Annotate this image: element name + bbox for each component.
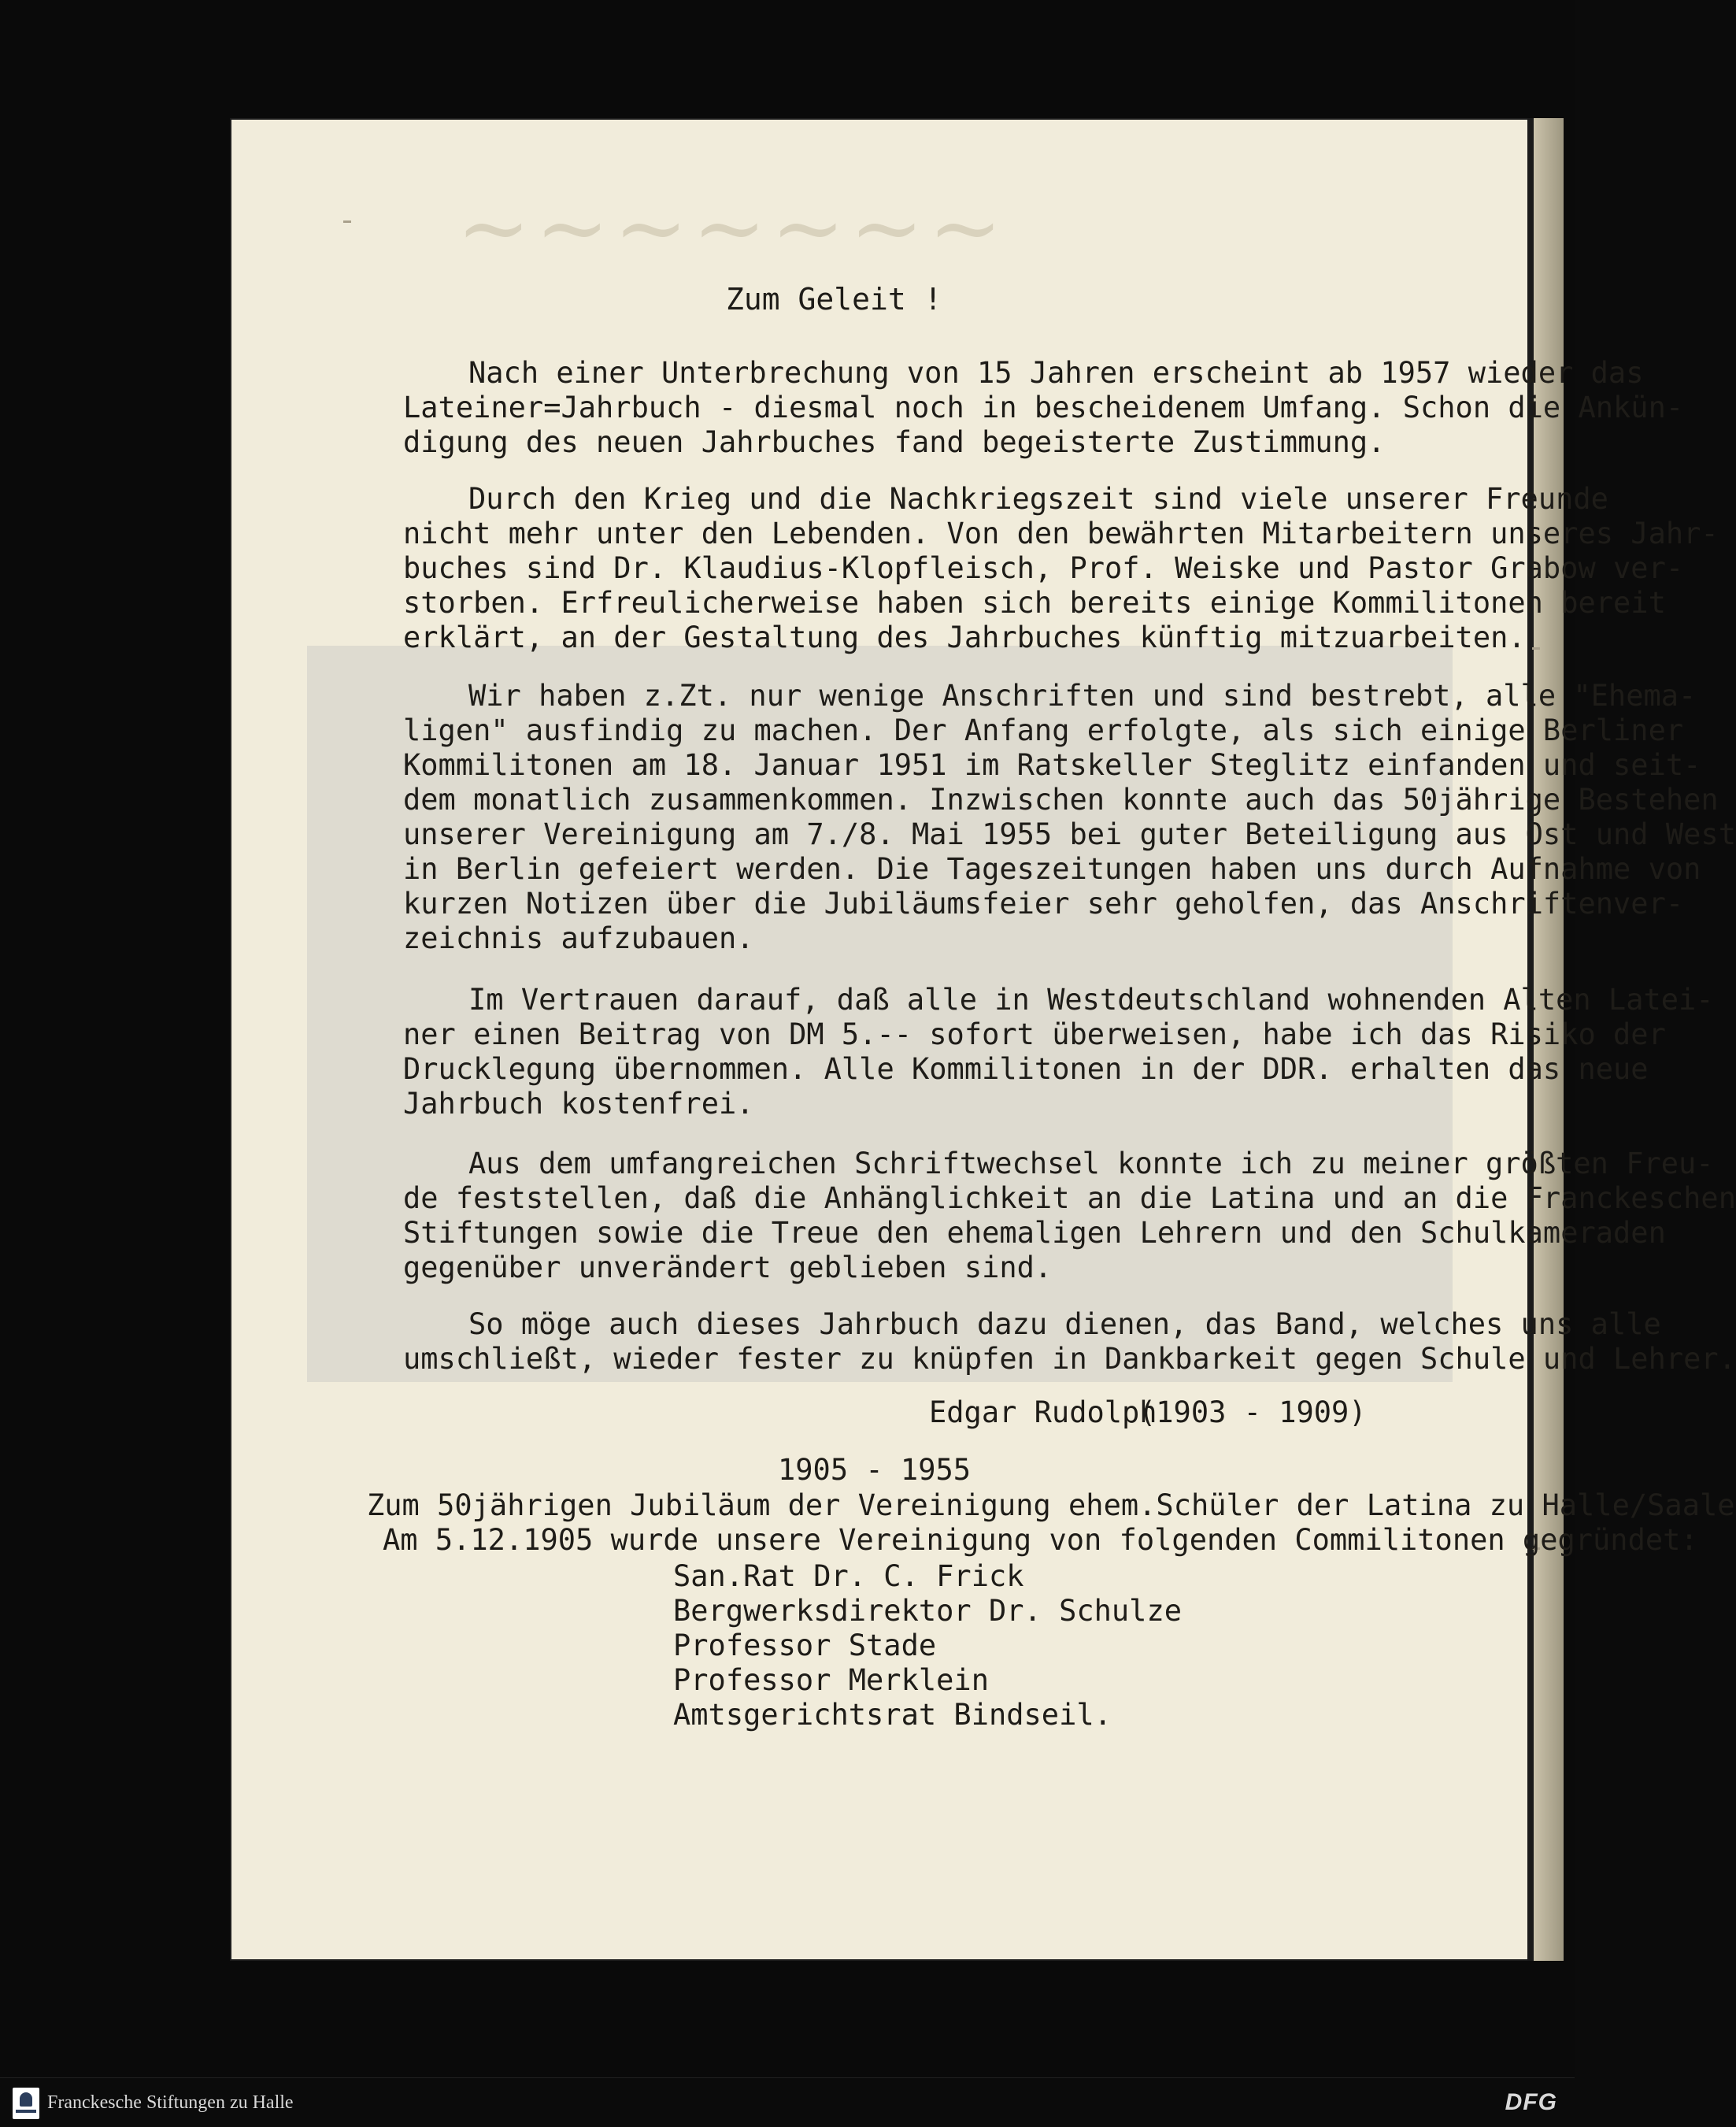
founder-item: San.Rat Dr. C. Frick [673, 1559, 1024, 1593]
text-line: Wir haben z.Zt. nur wenige Anschriften und sind bestrebt, alle "Ehema- [468, 679, 1697, 713]
text-line: gegenüber unverändert geblieben sind. [403, 1251, 1053, 1284]
text-line: kurzen Notizen über die Jubiläumsfeier sehr geholfen, das Anschriftenver- [403, 887, 1684, 921]
text-line: Drucklegung übernommen. Alle Kommilitonen in der DDR. erhalten das neue [403, 1052, 1649, 1086]
text-line: Durch den Krieg und die Nachkriegszeit sind viele unserer Freunde [468, 482, 1608, 516]
text-line: de feststellen, daß die Anhänglichkeit an die Latina und an die Franckeschen [403, 1181, 1736, 1215]
show-through-handwriting: ~~~~~~~ [457, 177, 1007, 280]
anniversary-years: 1905 - 1955 [778, 1453, 972, 1487]
text-line: umschließt, wieder fester zu knüpfen in Dankbarkeit gegen Schule und Lehrer. [403, 1342, 1736, 1376]
founder-item: Professor Merklein [673, 1663, 989, 1697]
text-line: Jahrbuch kostenfrei. [403, 1087, 754, 1121]
founder-item: Professor Stade [673, 1629, 937, 1662]
founder-item: Bergwerksdirektor Dr. Schulze [673, 1594, 1183, 1628]
text-line: Im Vertrauen darauf, daß alle in Westdeutschland wohnenden Alten Latei- [468, 983, 1714, 1017]
text-line: Nach einer Unterbrechung von 15 Jahren erscheint ab 1957 wieder das [468, 356, 1644, 390]
text-line: Stiftungen sowie die Treue den ehemaligen Lehrern und den Schulkameraden [403, 1216, 1666, 1250]
signature-name: Edgar Rudolph [929, 1395, 1157, 1429]
text-line: digung des neuen Jahrbuches fand begeisterte Zustimmung. [403, 425, 1386, 459]
anniversary-line: Am 5.12.1905 wurde unsere Vereinigung von folgenden Commilitonen gegründet: [383, 1523, 1698, 1557]
text-line: zeichnis aufzubauen. [403, 921, 754, 955]
text-line: storben. Erfreulicherweise haben sich bereits einige Kommilitonen bereit [403, 586, 1666, 620]
text-line: ligen" ausfindig zu machen. Der Anfang erfolgte, als sich einige Berliner [403, 713, 1684, 747]
document-title: Zum Geleit ! [726, 282, 942, 317]
dfg-logo: DFG [1505, 2089, 1557, 2115]
institution-label: Franckesche Stiftungen zu Halle [47, 2092, 294, 2113]
viewer-footer [0, 2077, 1575, 2127]
institution-logo-icon [13, 2088, 39, 2119]
founder-item: Amtsgerichtsrat Bindseil. [673, 1698, 1112, 1732]
text-line: dem monatlich zusammenkommen. Inzwischen konnte auch das 50jährige Bestehen [403, 783, 1719, 817]
text-line: nicht mehr unter den Lebenden. Von den bewährten Mitarbeitern unseres Jahr- [403, 517, 1719, 550]
text-line: Lateiner=Jahrbuch - diesmal noch in bescheidenem Umfang. Schon die Ankün- [403, 391, 1684, 424]
text-line: buches sind Dr. Klaudius-Klopfleisch, Prof. Weiske und Pastor Grabow ver- [403, 551, 1684, 585]
signature-years: (1903 - 1909) [1138, 1395, 1367, 1429]
text-line: in Berlin gefeiert werden. Die Tageszeitungen haben uns durch Aufnahme von [403, 852, 1701, 886]
text-line: unserer Vereinigung am 7./8. Mai 1955 bei guter Beteiligung aus Ost und West [403, 817, 1736, 851]
text-line: ner einen Beitrag von DM 5.-- sofort überweisen, habe ich das Risiko der [403, 1017, 1666, 1051]
text-line: So möge auch dieses Jahrbuch dazu dienen, das Band, welches uns alle [468, 1307, 1661, 1341]
anniversary-line: Zum 50jährigen Jubiläum der Vereinigung ehem.Schüler der Latina zu Halle/Saale [367, 1488, 1735, 1522]
text-line: Aus dem umfangreichen Schriftwechsel konnte ich zu meiner größten Freu- [468, 1147, 1714, 1180]
text-line: Kommilitonen am 18. Januar 1951 im Ratskeller Steglitz einfanden und seit- [403, 748, 1701, 782]
text-line: erklärt, an der Gestaltung des Jahrbuches künftig mitzuarbeiten. [403, 621, 1526, 654]
